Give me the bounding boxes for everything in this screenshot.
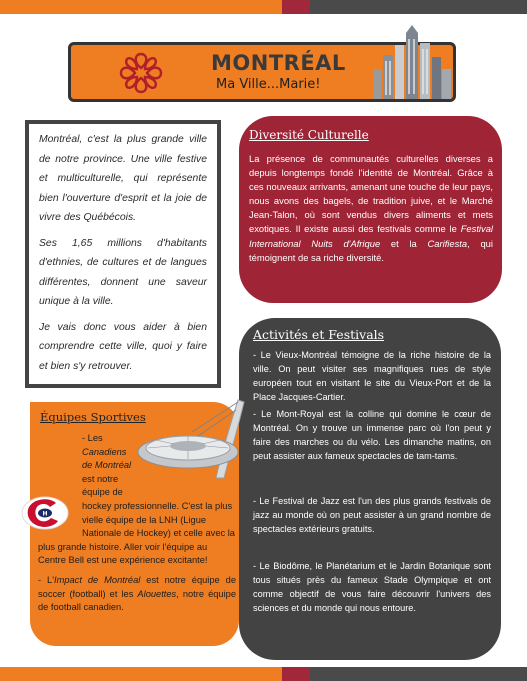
culture-title: Diversité Culturelle [249,128,369,142]
bottom-band-orange [0,667,282,681]
activity-item: - Le Vieux-Montréal témoigne de la riche histoire de la ville. On peut visiter ses magnifiques rues de style européen tout en visitant le site du Vieux-Port et de la Place Jacques-Cartier. [253,350,491,402]
intro-paragraph-2: Ses 1,65 millions d'habitants d'ethnies, de cultures et de langues différentes, donnent une saveur unique à la ville. [39,237,207,307]
svg-text:H: H [42,510,48,518]
activity-item: - Le Biodôme, le Planétarium et le Jardin Botanique sont tous situés près du fameux Stade Olympique et ont comme objectif de vous faire découvrir l'univers des sciences et du monde qui nous entoure. [253,561,491,613]
intro-paragraph-3: Je vais donc vous aider à bien comprendre cette ville, quoi y faire et bien s'y retrouver. [39,321,207,372]
culture-body [249,152,493,265]
impact-paragraph: - L'Impact de Montréal est notre équipe de soccer (football) et les Alouettes, notre équipe de football canadien. [38,575,237,613]
bottom-band-red [282,667,310,681]
city-skyline-icon [371,25,453,103]
canadiens-description: est notre équipe de hockey professionnelle. C'est la plus vielle équipe de la LNH (Ligue Nationale de Hockey) et celle avec la plus grande histoire. Aller voir l'équipe au Centre Bell est une expérience excitante! [38,473,235,566]
culture-text-a: La présence de communautés culturelles diverses a depuis longtemps fondé l'identité de Montréal. Grâce à ces nouveaux arrivants, amenant une touche de leur pays, nous avons des bagels, de tradition juive, et le Marché Jean-Talon, où sont vendus divers aliments et mets exotiques. Il existe aussi des festivals comme le [249,153,493,235]
sports-title: Équipes Sportives [40,410,146,424]
carifiesta-name: Carifiesta [427,237,468,249]
culture-card [239,116,502,303]
top-band-orange [0,0,282,14]
activity-item: - Le Mont-Royal est la colline qui domine le cœur de Montréal. On y trouve un immense parc où l'on peut y faire des marches ou du vélo. Les dimanche matins, on peut assister aux fameux spectacles de tam-tams. [253,409,491,461]
alouettes-name: Alouettes [137,588,177,599]
sports-card [30,402,239,646]
top-band-red [282,0,310,14]
activities-card [239,318,501,660]
page-title: MONTRÉAL [211,51,346,75]
top-band-gray [310,0,527,14]
culture-text-c: , qui témoignent de sa riche diversité. [249,237,493,263]
culture-text-b: et la [380,237,428,249]
header-banner [68,42,456,102]
page-subtitle: Ma Ville...Marie! [216,77,321,92]
festival-name: Festival International Nuits d'Afrique [249,223,493,249]
montreal-flower-logo-icon [115,48,167,98]
impact-name: Impact de Montréal [54,575,141,585]
intro-box [25,120,221,388]
canadiens-flow: - Les Canadiens de Montréal est notre équipe de hockey professionnelle. C'est la plus vielle équipe de la LNH (Ligue Nationale de Hockey) et celle avec la plus grande histoire. Aller voir l'équipe au Centre Bell est une expérience excitante! [38,433,235,566]
activity-item: - Le Festival de Jazz est l'un des plus grands festivals de jazz au monde où on peut assister à un grand nombre de spectacles extérieurs gratuits. [253,496,491,534]
bottom-band-gray [310,667,527,681]
activities-title: Activités et Festivals [253,327,385,342]
intro-paragraph-1: Montréal, c'est la plus grande ville de notre province. Une ville festive et multiculturelle, qui représente bien l'ouverture d'esprit et la joie de vivre des Québécois. [39,134,207,223]
